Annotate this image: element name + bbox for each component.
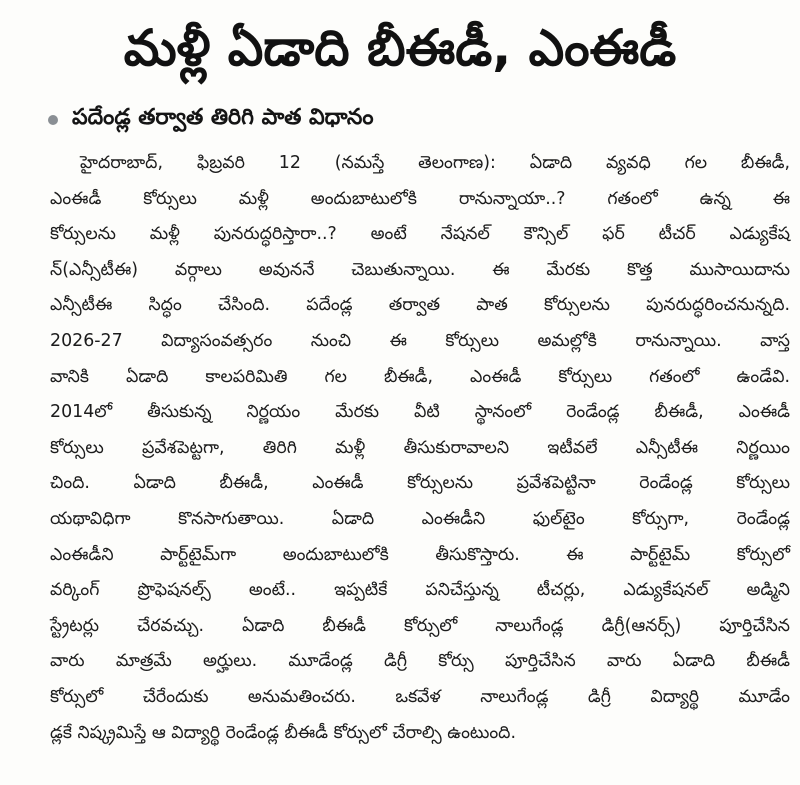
body-line: కోర్సులను మళ్లీ పునరుద్ధరిస్తారా..? అంటే నేషనల్ కౌన్సిల్ ఫర్ టీచర్ ఎడ్యుకేష [50, 224, 790, 245]
body-line: స్ట్రేటర్లు చేరవచ్చు. ఏడాది బీఈడీ కోర్సులో నాలుగేండ్ల డిగ్రీ(ఆనర్స్) పూర్తిచేసిన [50, 615, 790, 636]
body-line: డ్లకే నిష్క్రమిస్తే ఆ విద్యార్థి రెండేండ్ల బీఈడీ కోర్సులో చేరాల్సి ఉంటుంది. [50, 722, 516, 743]
subheadline-row [48, 100, 373, 140]
body-line: వర్కింగ్ ప్రొఫెషనల్స్ అంటే.. ఇప్పటికే పనిచేస్తున్న టీచర్లు, ఎడ్యుకేషనల్ అడ్మిని [50, 580, 790, 601]
body-line: 2026-27 విద్యాసంవత్సరం నుంచి ఈ కోర్సులు అమల్లోకి రానున్నాయి. వాస్త [50, 330, 790, 351]
body-line: ఎంఈడీ కోర్సులు మళ్లీ అందుబాటులోకి రానున్నాయా..? గతంలో ఉన్న ఈ [50, 188, 790, 209]
body-line: కోర్సులు ప్రవేశపెట్టగా, తిరిగి మళ్లీ తీసుకురావాలని ఇటీవలే ఎన్సీటీఈ నిర్ణయిం [50, 437, 790, 458]
article-body [50, 146, 790, 751]
body-line: చింది. ఏడాది బీఈడీ, ఎంఈడీ కోర్సులను ప్రవేశపెట్టినా రెండేండ్ల కోర్సులు [50, 473, 790, 494]
body-line: కోర్సులో చేరేందుకు అనుమతించరు. ఒకవేళ నాలుగేండ్ల డిగ్రీ విద్యార్థి మూడేం [50, 686, 790, 707]
body-line: 2014లో తీసుకున్న నిర్ణయం మేరకు వీటి స్థానంలో రెండేండ్ల బీఈడీ, ఎంఈడీ [50, 402, 790, 423]
body-line: న్(ఎన్సీటీఈ) వర్గాలు అవుననే చెబుతున్నాయి. ఈ మేరకు కొత్త ముసాయిదాను [50, 259, 790, 280]
body-line: ఎంఈడీని పార్ట్‌టైమ్‌గా అందుబాటులోకి తీసుకొస్తారు. ఈ పార్ట్‌టైమ్ కోర్సులో [50, 544, 790, 565]
subheadline: పదేండ్ల తర్వాత తిరిగి పాత విధానం [72, 105, 374, 130]
body-line: యథావిధిగా కొనసాగుతాయి. ఏడాది ఎంఈడీని ఫుల్‌టైం కోర్సుగా, రెండేండ్ల [50, 508, 790, 529]
body-line: వానికి ఏడాది కాలపరిమితి గల బీఈడీ, ఎంఈడీ కోర్సులు గతంలో ఉండేవి. [50, 366, 790, 387]
body-line: హైదరాబాద్, ఫిబ్రవరి 12 (నమస్తే తెలంగాణ): ఏడాది వ్యవధి గల బీఈడీ, [80, 153, 790, 173]
bullet-icon [48, 115, 58, 125]
body-line: వారు మాత్రమే అర్హులు. మూడేండ్ల డిగ్రీ కోర్సు పూర్తిచేసిన వారు ఏడాది బీఈడీ [50, 651, 790, 672]
headline: మళ్లీ ఏడాది బీఈడీ, ఎంఈడీ [123, 19, 677, 77]
body-line: ఎన్సీటీఈ సిద్ధం చేసింది. పదేండ్ల తర్వాత పాత కోర్సులను పునరుద్ధరించనున్నది. [50, 295, 790, 316]
